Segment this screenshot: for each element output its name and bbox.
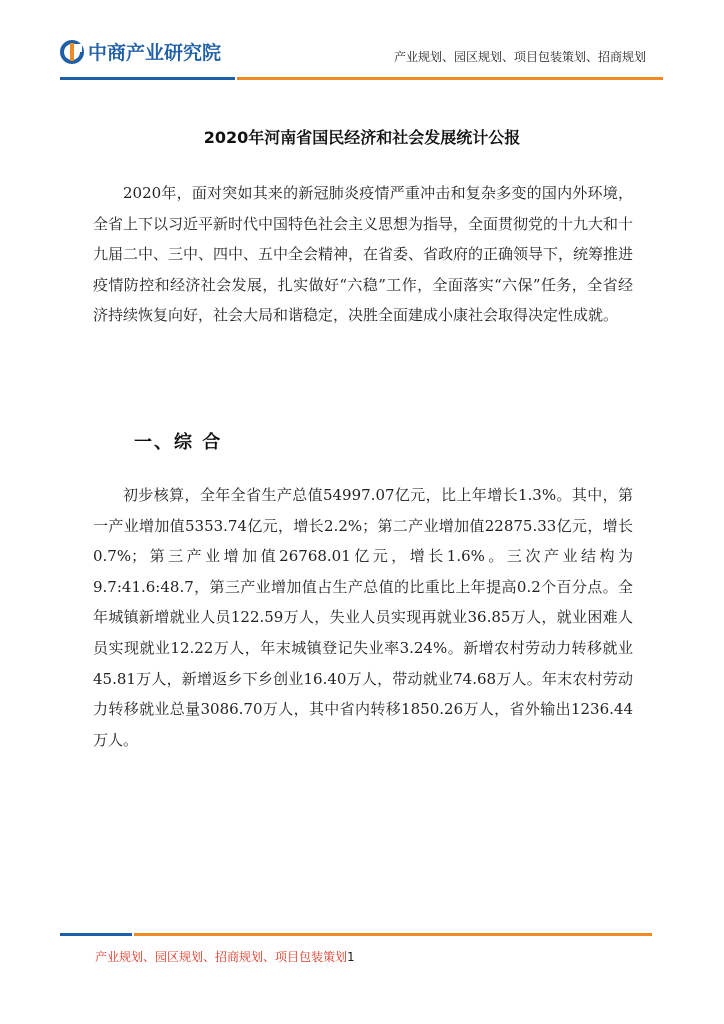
header-rule-blue: [60, 77, 235, 80]
page-footer: [95, 948, 355, 965]
footer-rule-orange: [134, 933, 652, 936]
company-logo: [60, 38, 221, 65]
header-tagline: 产业规划、园区规划、项目包装策划、招商规划: [393, 50, 646, 64]
logo-icon: [60, 40, 84, 64]
logo-text: 中商产业研究院: [88, 42, 222, 64]
page-number: 1: [347, 950, 355, 964]
header-rule-orange: [237, 77, 663, 80]
footer-rule-blue: [60, 933, 132, 936]
document-title: 2020年河南省国民经济和社会发展统计公报: [203, 128, 521, 147]
section-heading: 一、综 合: [134, 432, 223, 453]
section-paragraph: 初步核算，全年全省生产总值54997.07亿元，比上年增长1.3%。其中，第一产业增加值5353.74亿元，增长2.2%；第二产业增加值22875.33亿元，增长0.7%；第三产业增加值26768.01亿元，增长1.6%。三次产业结构为9.7:41.6:48.7，第三产业增加值占生产总值的比重比上年提高0.2个百分点。全年城镇新增就业人员122.59万人，失业人员实现再就业36.85万人，就业困难人员实现就业12.22万人，年末城镇登记失业率3.24%。新增农村劳动力转移就业45.81万人，新增返乡下乡创业16.40万人，带动就业74.68万人。年末农村劳动力转移就业总量3086.70万人，其中省内转移1850.26万人，省外输出1236.44万人。: [93, 486, 633, 749]
intro-paragraph: 2020年，面对突如其来的新冠肺炎疫情严重冲击和复杂多变的国内外环境，全省上下以习近平新时代中国特色社会主义思想为指导，全面贯彻党的十九大和十九届二中、三中、四中、五中全会精神，在省委、省政府的正确领导下，统筹推进疫情防控和经济社会发展，扎实做好“六稳”工作，全面落实“六保”任务，全省经济持续恢复向好，社会大局和谐稳定，决胜全面建成小康社会取得决定性成就。: [93, 184, 634, 325]
footer-text: 产业规划、园区规划、招商规划、项目包装策划: [95, 950, 348, 964]
page-header: [0, 0, 724, 90]
